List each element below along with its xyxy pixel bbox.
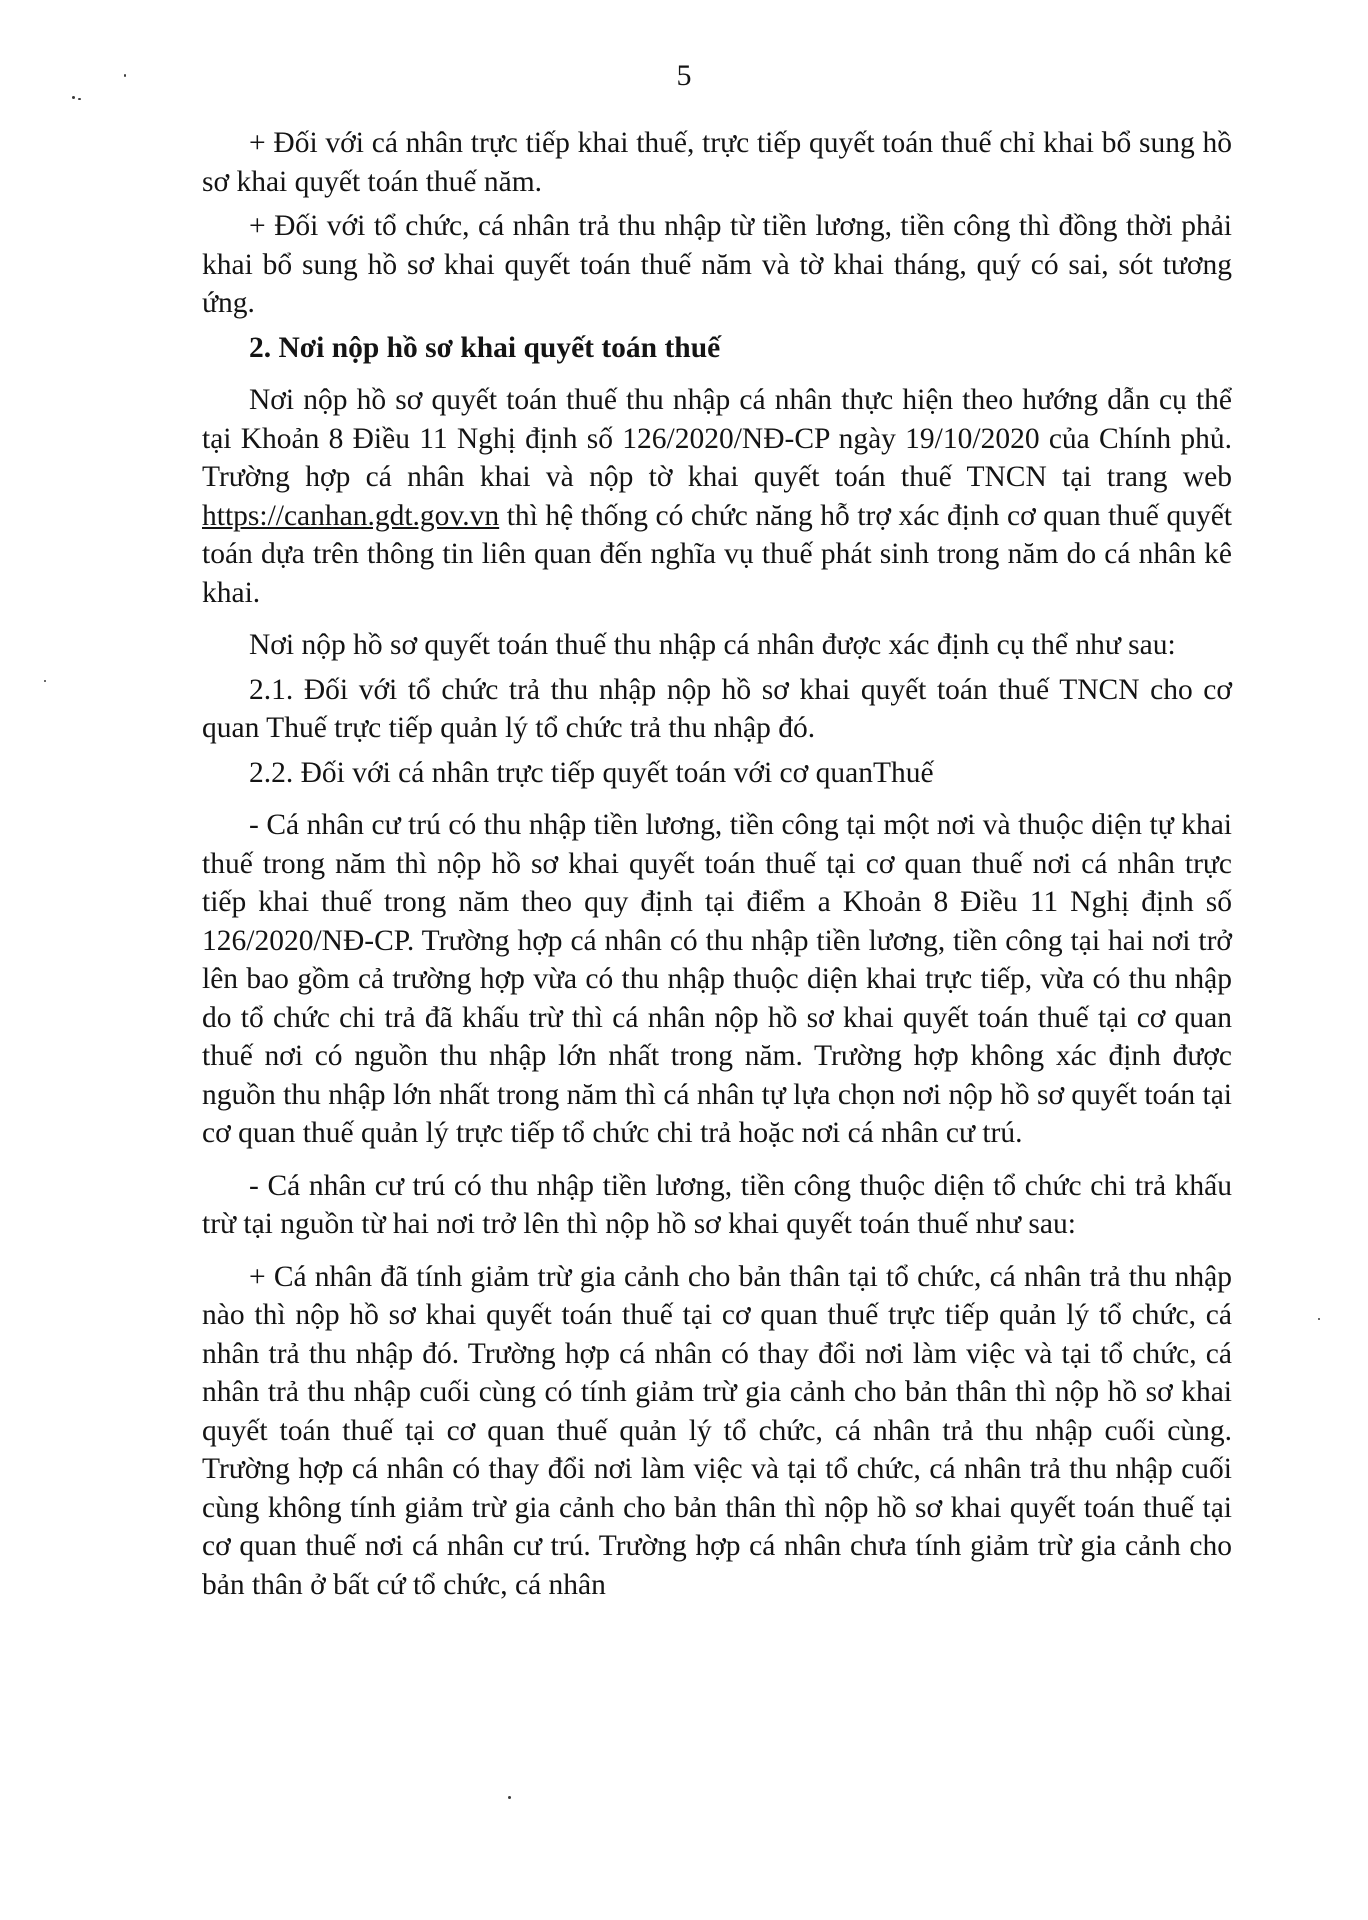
paragraph-2-2-individual: 2.2. Đối với cá nhân trực tiếp quyết toán với cơ quanThuế bbox=[249, 756, 934, 789]
scan-speck bbox=[78, 98, 81, 100]
scan-speck bbox=[1318, 1318, 1320, 1320]
paragraph-single-source-income: - Cá nhân cư trú có thu nhập tiền lương, tiền công tại một nơi và thuộc diện tự khai thuế trong năm thì nộp hồ sơ khai quyết toán thuế tại cơ quan thuế nơi cá nhân trực tiếp khai thuế trong năm theo quy định tại điểm a Khoản 8 Điều 11 Nghị định số 126/2020/NĐ-CP. Trường hợp cá nhân có thu nhập tiền lương, tiền công tại hai nơi trở lên bao gồm cả trường hợp vừa có thu nhập thuộc diện khai trực tiếp, vừa có thu nhập do tổ chức chi trả đã khấu trừ thì cá nhân nộp hồ sơ khai quyết toán thuế tại cơ quan thuế nơi có nguồn thu nhập lớn nhất trong năm. Trường hợp không xác định được nguồn thu nhập lớn nhất trong năm thì cá nhân tự lựa chọn nơi nộp hồ sơ quyết toán tại cơ quan thuế quản lý trực tiếp tổ chức chi trả hoặc nơi cá nhân cư trú. bbox=[202, 809, 1232, 1149]
paragraph-organization-paying-income: + Đối với tổ chức, cá nhân trả thu nhập từ tiền lương, tiền công thì đồng thời phải khai bổ sung hồ sơ khai quyết toán thuế năm và tờ khai tháng, quý có sai, sót tương ứng. bbox=[202, 210, 1232, 319]
document-body bbox=[202, 124, 1232, 1618]
scan-speck bbox=[124, 74, 126, 77]
section-heading: 2. Nơi nộp hồ sơ khai quyết toán thuế bbox=[249, 331, 721, 364]
paragraph-multiple-source-income: - Cá nhân cư trú có thu nhập tiền lương, tiền công thuộc diện tổ chức chi trả khấu trừ tại nguồn từ hai nơi trở lên thì nộp hồ sơ khai quyết toán thuế như sau: bbox=[202, 1169, 1232, 1240]
paragraph-filing-location-intro: Nơi nộp hồ sơ quyết toán thuế thu nhập cá nhân được xác định cụ thể như sau: bbox=[249, 629, 1176, 661]
scan-speck bbox=[508, 1796, 511, 1799]
paragraph-text: Nơi nộp hồ sơ quyết toán thuế thu nhập cá nhân thực hiện theo hướng dẫn cụ thể tại Khoản 8 Điều 11 Nghị định số 126/2020/NĐ-CP ngày 19/10/2020 của Chính phủ. Trường hợp cá nhân khai và nộp tờ khai quyết toán thuế TNCN tại trang web bbox=[202, 384, 1232, 493]
page-number: 5 bbox=[676, 59, 692, 92]
paragraph-individual-self-declaring: + Đối với cá nhân trực tiếp khai thuế, trực tiếp quyết toán thuế chỉ khai bổ sung hồ sơ khai quyết toán thuế năm. bbox=[202, 127, 1232, 198]
paragraph-filing-location-overview bbox=[202, 381, 1232, 612]
paragraph-text: thì hệ thống có chức năng hỗ trợ xác định cơ quan thuế quyết toán dựa trên thông tin liên quan đến nghĩa vụ thuế phát sinh trong năm do cá nhân kê khai. bbox=[202, 499, 1232, 609]
paragraph-family-deduction: + Cá nhân đã tính giảm trừ gia cảnh cho bản thân tại tổ chức, cá nhân trả thu nhập nào thì nộp hồ sơ khai quyết toán thuế tại cơ quan thuế trực tiếp quản lý tổ chức, cá nhân trả thu nhập đó. Trường hợp cá nhân có thay đổi nơi làm việc và tại tổ chức, cá nhân trả thu nhập cuối cùng có tính giảm trừ gia cảnh cho bản thân thì nộp hồ sơ khai quyết toán thuế tại cơ quan thuế quản lý tổ chức, cá nhân trả thu nhập cuối cùng. Trường hợp cá nhân có thay đổi nơi làm việc và tại tổ chức, cá nhân trả thu nhập cuối cùng không tính giảm trừ gia cảnh cho bản thân thì nộp hồ sơ khai quyết toán thuế tại cơ quan thuế nơi cá nhân cư trú. Trường hợp cá nhân chưa tính giảm trừ gia cảnh cho bản thân ở bất cứ tổ chức, cá nhân bbox=[202, 1260, 1232, 1601]
scan-speck bbox=[72, 96, 75, 99]
paragraph-2-1-organization: 2.1. Đối với tổ chức trả thu nhập nộp hồ sơ khai quyết toán thuế TNCN cho cơ quan Thuế trực tiếp quản lý tổ chức trả thu nhập đó. bbox=[202, 673, 1232, 744]
scan-speck bbox=[44, 680, 46, 682]
canhan-gdt-link[interactable]: https://canhan.gdt.gov.vn bbox=[202, 499, 500, 532]
